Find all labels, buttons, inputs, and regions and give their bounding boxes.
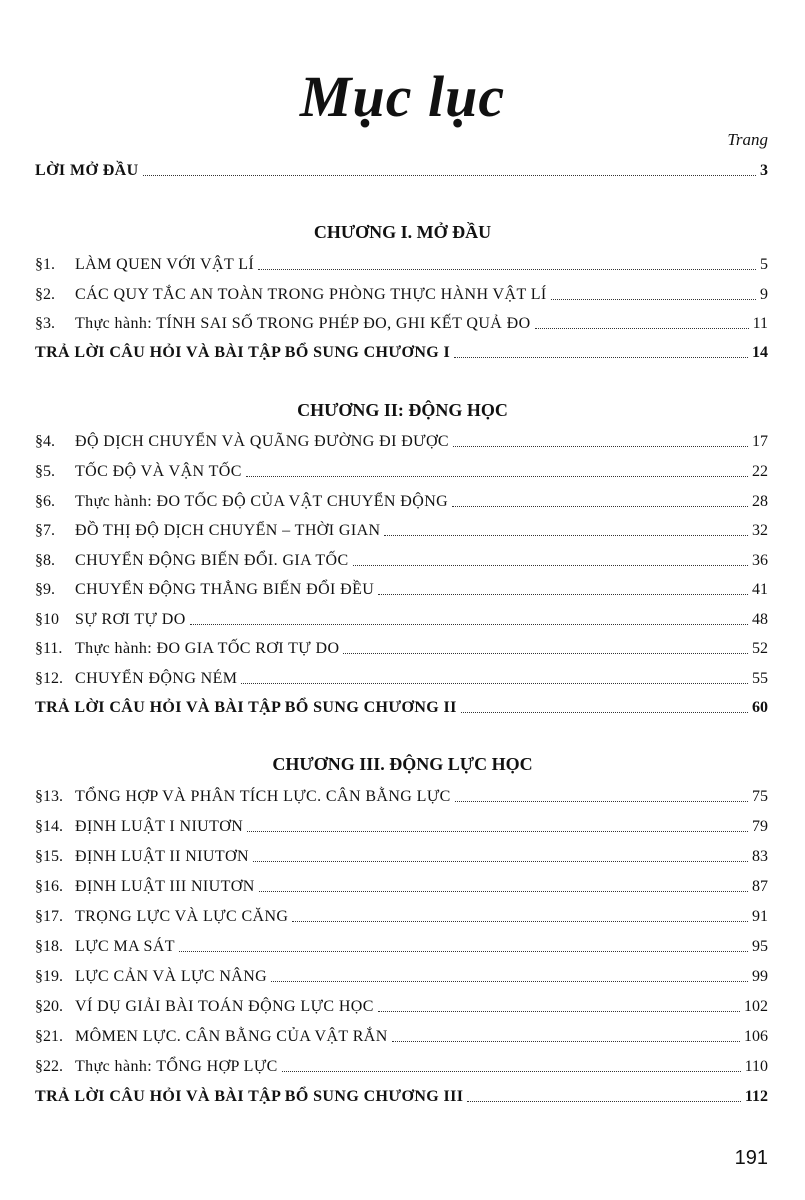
- toc-entry[interactable]: [35, 281, 768, 305]
- toc-entry[interactable]: [35, 665, 768, 689]
- dot-leader: [190, 623, 748, 625]
- dot-leader: [455, 800, 748, 802]
- toc-entry-page: 83: [752, 848, 768, 865]
- dot-leader: [454, 356, 748, 358]
- toc-entry-number: §3.: [35, 315, 55, 332]
- toc-entry-label: SỰ RƠI TỰ DO: [75, 611, 186, 628]
- toc-entry-label: CHUYỂN ĐỘNG NÉM: [75, 670, 238, 687]
- dot-leader: [452, 505, 748, 507]
- toc-entry-number: §1.: [35, 256, 55, 273]
- toc-entry[interactable]: [35, 606, 768, 630]
- toc-entry-page: 99: [752, 968, 768, 985]
- toc-entry[interactable]: [35, 813, 768, 837]
- toc-entry-label: TRẢ LỜI CÂU HỎI VÀ BÀI TẬP BỔ SUNG CHƯƠNG I: [35, 344, 451, 361]
- toc-entry-label: TỔNG HỢP VÀ PHÂN TÍCH LỰC. CÂN BẰNG LỰC: [75, 788, 451, 805]
- page-column-label: Trang: [727, 130, 768, 149]
- toc-entry-label: LỰC MA SÁT: [75, 938, 175, 955]
- toc-entry[interactable]: [35, 903, 768, 927]
- toc-entry[interactable]: [35, 933, 768, 957]
- toc-entry-label: Thực hành: TÍNH SAI SỐ TRONG PHÉP ĐO, GHI KẾT QUẢ ĐO: [75, 315, 531, 332]
- toc-entry-label: TỐC ĐỘ VÀ VẬN TỐC: [75, 463, 242, 480]
- toc-entry-page: 5: [760, 256, 768, 273]
- toc-entry-number: §18.: [35, 938, 63, 955]
- toc-entry-label: CHUYỂN ĐỘNG BIẾN ĐỔI. GIA TỐC: [75, 552, 349, 569]
- dot-leader: [353, 564, 748, 566]
- toc-entry[interactable]: [35, 251, 768, 275]
- toc-entry-number: §2.: [35, 286, 55, 303]
- toc-entry-page: 91: [752, 908, 768, 925]
- toc-entry-number: §22.: [35, 1058, 63, 1075]
- toc-entry[interactable]: [35, 963, 768, 987]
- toc-entry-number: §11.: [35, 640, 63, 657]
- toc-entry[interactable]: [35, 428, 768, 452]
- toc-entry-label: CHUYỂN ĐỘNG THẲNG BIẾN ĐỔI ĐỀU: [75, 581, 375, 598]
- toc-entry-page: 87: [752, 878, 768, 895]
- dot-leader: [343, 652, 748, 654]
- toc-entry-number: §5.: [35, 463, 55, 480]
- dot-leader: [253, 860, 748, 862]
- toc-entry-label: Thực hành: ĐO TỐC ĐỘ CỦA VẬT CHUYỂN ĐỘNG: [75, 493, 449, 510]
- toc-entry-number: §20.: [35, 998, 63, 1015]
- page-number: 191: [734, 1147, 768, 1169]
- toc-entry-number: §16.: [35, 878, 63, 895]
- dot-leader: [378, 593, 748, 595]
- toc-entry-page: 41: [752, 581, 768, 598]
- dot-leader: [392, 1040, 740, 1042]
- toc-entry-page: 95: [752, 938, 768, 955]
- chapter-heading-3: CHƯƠNG III. ĐỘNG LỰC HỌC: [272, 754, 533, 774]
- toc-entry-number: §9.: [35, 581, 55, 598]
- toc-entry-number: §19.: [35, 968, 63, 985]
- toc-entry-review[interactable]: [35, 694, 768, 718]
- toc-entry[interactable]: [35, 310, 768, 334]
- toc-entry-number: §17.: [35, 908, 63, 925]
- toc-entry-label: ĐỊNH LUẬT I NIUTƠN: [75, 818, 244, 835]
- toc-entry-page: 17: [752, 433, 768, 450]
- toc-entry-number: §6.: [35, 493, 55, 510]
- toc-entry[interactable]: [35, 488, 768, 512]
- toc-entry-page: 36: [752, 552, 768, 569]
- toc-entry[interactable]: [35, 458, 768, 482]
- dot-leader: [179, 950, 748, 952]
- toc-entry[interactable]: [35, 1023, 768, 1047]
- dot-leader: [378, 1010, 740, 1012]
- dot-leader: [535, 327, 749, 329]
- toc-entry[interactable]: [35, 873, 768, 897]
- toc-entry-review[interactable]: [35, 339, 768, 363]
- toc-entry-page: 112: [744, 1088, 768, 1105]
- toc-entry-number: §8.: [35, 552, 55, 569]
- toc-entry-label: TRẢ LỜI CÂU HỎI VÀ BÀI TẬP BỔ SUNG CHƯƠNG II: [35, 699, 457, 716]
- dot-leader: [551, 298, 756, 300]
- toc-entry-review[interactable]: [35, 1083, 768, 1107]
- toc-entry-number: §13.: [35, 788, 63, 805]
- toc-entry-page: 60: [752, 699, 768, 716]
- dot-leader: [453, 445, 748, 447]
- dot-leader: [292, 920, 748, 922]
- toc-entry-number: §15.: [35, 848, 63, 865]
- toc-entry-page: 3: [760, 162, 768, 179]
- toc-entry[interactable]: [35, 576, 768, 600]
- toc-entry[interactable]: [35, 517, 768, 541]
- toc-entry-label: ĐỊNH LUẬT III NIUTƠN: [75, 878, 255, 895]
- toc-entry[interactable]: [35, 635, 768, 659]
- toc-entry-label: ĐỊNH LUẬT II NIUTƠN: [75, 848, 249, 865]
- toc-entry-label: LÀM QUEN VỚI VẬT LÍ: [75, 256, 255, 273]
- toc-entry-label: Thực hành: TỔNG HỢP LỰC: [75, 1058, 278, 1075]
- toc-entry-page: 48: [752, 611, 768, 628]
- toc-entry-label: LỰC CẢN VÀ LỰC NÂNG: [75, 968, 268, 985]
- toc-entry-page: 102: [744, 998, 768, 1015]
- toc-entry-label: Thực hành: ĐO GIA TỐC RƠI TỰ DO: [75, 640, 340, 657]
- dot-leader: [271, 980, 748, 982]
- toc-entry-page: 22: [752, 463, 768, 480]
- toc-entry[interactable]: [35, 547, 768, 571]
- dot-leader: [461, 711, 748, 713]
- chapter-heading-1: CHƯƠNG I. MỞ ĐẦU: [313, 222, 492, 242]
- dot-leader: [143, 174, 756, 176]
- toc-entry[interactable]: [35, 783, 768, 807]
- dot-leader: [282, 1070, 741, 1072]
- dot-leader: [259, 890, 748, 892]
- toc-entry-page: 14: [752, 344, 768, 361]
- toc-entry[interactable]: [35, 843, 768, 867]
- page-title: Mục lục: [299, 64, 506, 129]
- toc-entry-page: 11: [752, 315, 768, 332]
- toc-entry-label: ĐỘ DỊCH CHUYỂN VÀ QUÃNG ĐƯỜNG ĐI ĐƯỢC: [75, 433, 449, 450]
- chapter-heading-2: CHƯƠNG II: ĐỘNG HỌC: [297, 400, 508, 420]
- toc-entry-number: §7.: [35, 522, 55, 539]
- toc-entry-page: 52: [752, 640, 768, 657]
- dot-leader: [246, 475, 748, 477]
- dot-leader: [241, 682, 748, 684]
- toc-entry-label: TRỌNG LỰC VÀ LỰC CĂNG: [75, 908, 289, 925]
- toc-entry-page: 79: [752, 818, 768, 835]
- toc-entry-number: §10: [35, 611, 59, 628]
- dot-leader: [247, 830, 748, 832]
- toc-entry[interactable]: [35, 1053, 768, 1077]
- toc-entry-number: §14.: [35, 818, 63, 835]
- toc-entry-number: §4.: [35, 433, 55, 450]
- toc-entry-page: 32: [752, 522, 768, 539]
- toc-entry-page: 106: [744, 1028, 768, 1045]
- toc-entry-page: 28: [752, 493, 768, 510]
- dot-leader: [258, 268, 756, 270]
- toc-entry-label: MÔMEN LỰC. CÂN BẰNG CỦA VẬT RẮN: [75, 1028, 388, 1045]
- toc-entry-page: 75: [752, 788, 768, 805]
- toc-entry-label: VÍ DỤ GIẢI BÀI TOÁN ĐỘNG LỰC HỌC: [75, 998, 374, 1015]
- toc-entry-label: CÁC QUY TẮC AN TOÀN TRONG PHÒNG THỰC HÀNH VẬT LÍ: [75, 286, 547, 303]
- dot-leader: [384, 534, 748, 536]
- toc-entry-intro[interactable]: [35, 157, 768, 181]
- toc-entry-number: §21.: [35, 1028, 63, 1045]
- toc-entry-number: §12.: [35, 670, 63, 687]
- toc-entry-label: ĐỒ THỊ ĐỘ DỊCH CHUYỂN – THỜI GIAN: [75, 522, 381, 539]
- toc-entry-label: TRẢ LỜI CÂU HỎI VÀ BÀI TẬP BỔ SUNG CHƯƠNG III: [35, 1088, 464, 1105]
- toc-entry-page: 9: [760, 286, 768, 303]
- toc-entry-label: LỜI MỞ ĐẦU: [35, 162, 139, 179]
- dot-leader: [467, 1100, 740, 1102]
- toc-entry-page: 110: [744, 1058, 768, 1075]
- toc-entry-page: 55: [752, 670, 768, 687]
- toc-entry[interactable]: [35, 993, 768, 1017]
